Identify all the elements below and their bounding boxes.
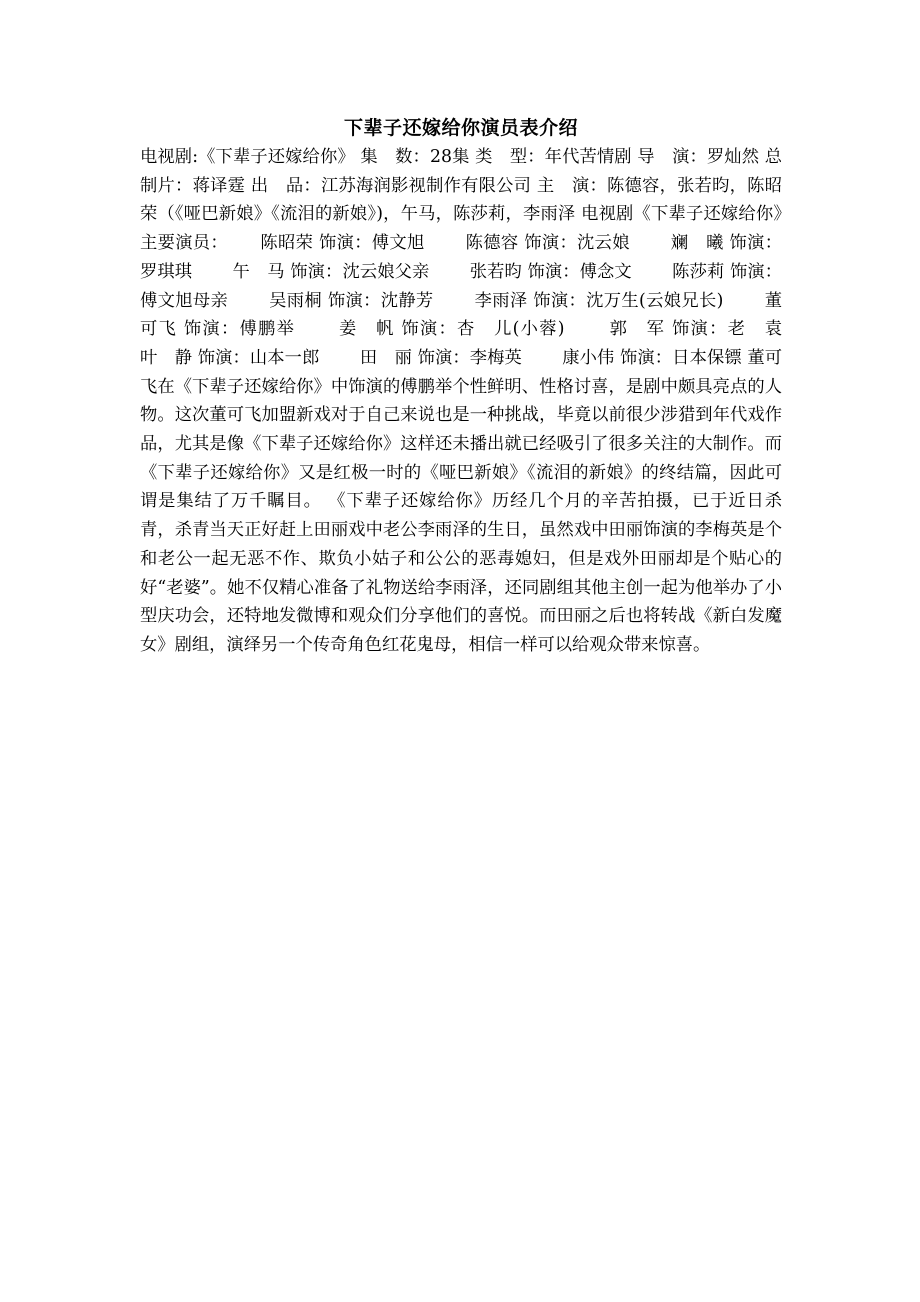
document-title: 下辈子还嫁给你演员表介绍 <box>343 117 578 139</box>
document-page <box>140 114 823 660</box>
document-body: 电视剧:《下辈子还嫁给你》 集 数：28集 类 型：年代苦情剧 导 演：罗灿然 总制片：蒋译霆 出 品：江苏海润影视制作有限公司 主 演：陈德容，张若昀，陈昭荣（《哑巴新娘》《流泪的新娘》)，午马，陈莎莉，李雨泽 电视剧《下辈子还嫁给你》主要演员： 陈昭荣 饰演：傅文旭 陈德容 饰演：沈云娘 斓 曦 饰演：罗琪琪 午 马 饰演：沈云娘父亲 张若昀 饰演：傅念文 陈莎莉 饰演：傅文旭母亲 吴雨桐 饰演：沈静芳 李雨泽 饰演：沈万生(云娘兄长) 董可飞 饰演：傅鹏举 姜 帆 饰演：杏 儿(小蓉) 郭 军 饰演：老 袁 叶 静 饰演：山本一郎 田 丽 饰演：李梅英 康小伟 饰演：日本保镖 董可飞在《下辈子还嫁给你》中饰演的傅鹏举个性鲜明、性格讨喜，是剧中颇具亮点的人物。这次董可飞加盟新戏对于自己来说也是一种挑战，毕竟以前很少涉猎到年代戏作品，尤其是像《下辈子还嫁给你》这样还未播出就已经吸引了很多关注的大制作。而《下辈子还嫁给你》又是红极一时的《哑巴新娘》《流泪的新娘》的终结篇，因此可谓是集结了万千瞩目。 《下辈子还嫁给你》历经几个月的辛苦拍摄，已于近日杀青，杀青当天正好赶上田丽戏中老公李雨泽的生日，虽然戏中田丽饰演的李梅英是个和老公一起无恶不作、欺负小姑子和公公的恶毒媳妇，但是戏外田丽却是个贴心的好“老婆”。她不仅精心准备了礼物送给李雨泽，还同剧组其他主创一起为他举办了小型庆功会，还特地发微博和观众们分享他们的喜悦。而田丽之后也将转战《新白发魔女》剧组，演绎另一个传奇角色红花鬼母，相信一样可以给观众带来惊喜。 <box>140 147 823 655</box>
